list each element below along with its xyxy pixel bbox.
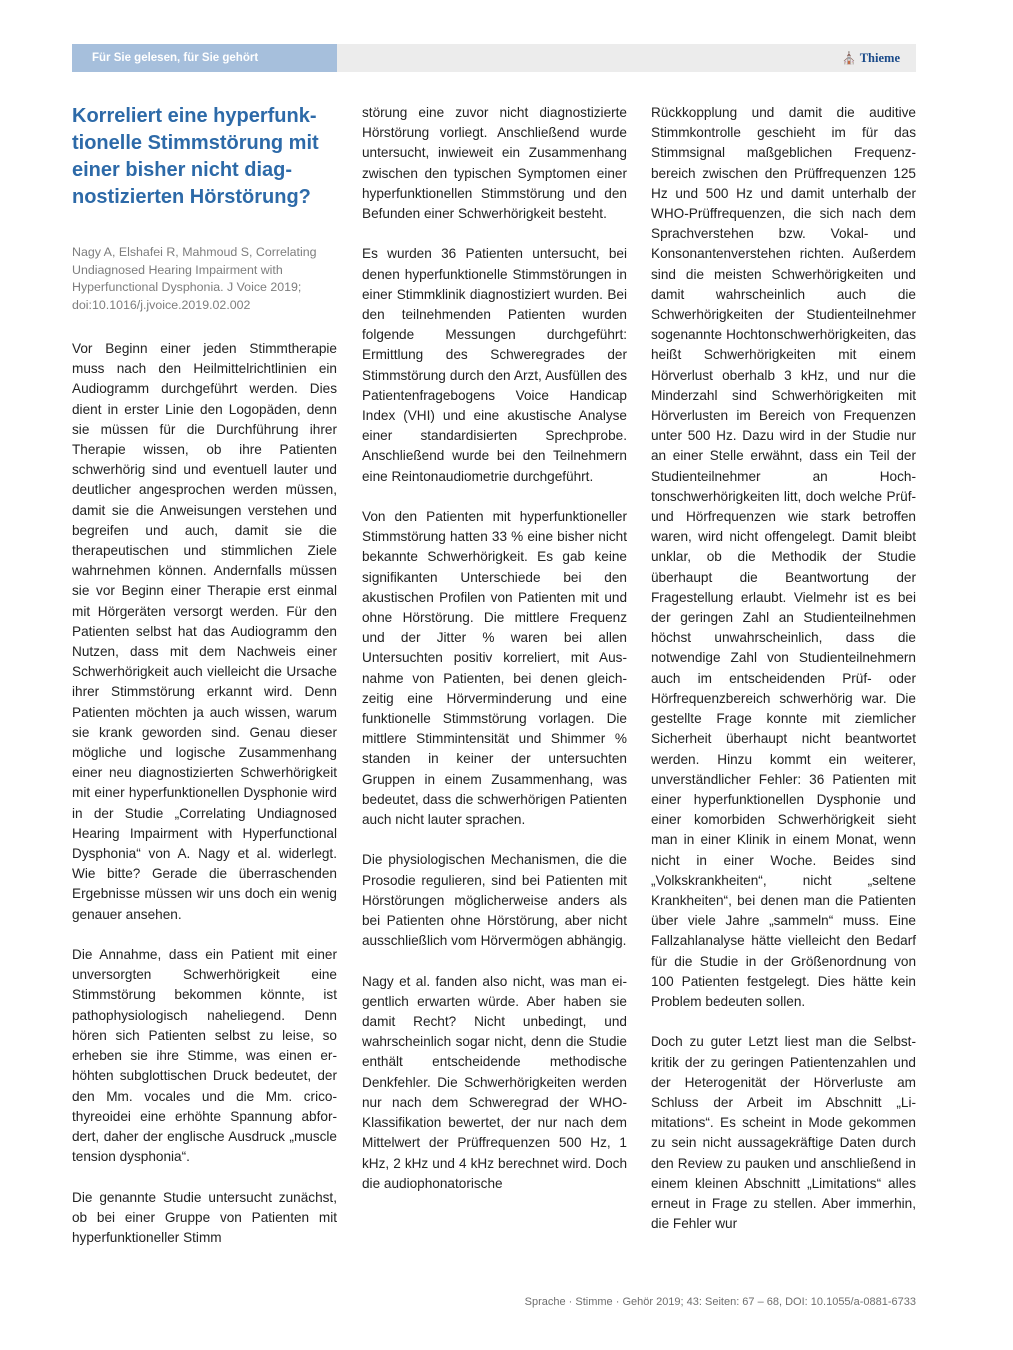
article-title: Korreliert eine hyperfunktionelle Stimmstörung mit einer bisher nicht diagnostizierten Hörstörung? <box>72 105 319 208</box>
citation: Nagy A, Elshafei R, Mahmoud S, Correlating Undiagnosed Hearing Impairment with Hyperfunctional Dysphonia. J Voice 2019; doi:10.1016/j.jvoice.2019.02.002 <box>72 245 317 312</box>
paragraph: Rückkopplung und damit die auditive Stimmkontrolle geschieht im für das Stimmsignal maßgeblichen Frequenzbereich zwischen den Prüffrequenzen 125 Hz und 500 Hz und damit unterhalb der WHO-Prüffrequenzen, die sich nach dem Sprachverstehen bzw. Vokal- und Konsonantenverstehen richten. Außerdem sind die meisten Schwerhörigkeiten und damit wahrscheinlich auch die Schwerhörigkeiten der Studienteilnehmer sogenannte Hochtonschwerhörigkeiten, das heißt Schwerhörigkeiten mit einem Hörverlust oberhalb 3 kHz, und nur die Minderzahl sind Schwerhörigkeiten mit Hörverlusten im Bereich von Frequenzen unter 500 Hz. Dazu wird in der Studie nur an einer Stelle erwähnt, dass ein Teil der Studienteilnehmer an Hochtonschwerhörigkeiten litt, doch welche Prüf- und Hörfrequenzen wie stark betroffen waren, wird nicht offengelegt. Damit bleibt unklar, ob die Methodik der Studie überhaupt die Beantwortung der Fragestellung erlaubt. Vielmehr ist es bei der geringen Zahl an Studienteilnehmen höchst unwahrscheinlich, dass die notwendige Zahl von Studienteilnehmern auch im entscheidenden Prüf- oder Hörfrequenzbereich schwerhörig war. Die gestellte Frage konnte mit ziemlicher Sicherheit überhaupt nicht beantwortet werden. Hinzu kommt ein weiterer, unverständlicher Fehler: 36 Patienten mit einer hyperfunktionellen Dysphonie und einer komorbiden Schwerhörigkeit sieht man in einer Klinik in einem Monat, wenn nicht in einer Woche. Beides sind „Volkskrankheiten“, nicht „seltene Krankheiten“, bei denen man die Patienten über viele Jahre „sammeln“ muss. Eine Fallzahlanalyse hätte vielleicht den Bedarf für die Studie in der Größenordnung von 100 Patienten festgelegt. Dies hätte kein Problem bedeuten sollen. <box>651 105 916 1009</box>
paragraph: Es wurden 36 Patienten untersucht, bei denen hyperfunktionelle Stimmstörungen in einer Stimmklinik diagnostiziert wurden. Bei den teilnehmenden Patienten wurden folgende Messungen durchgeführt: Ermittlung des Schweregrades der Stimmstörung durch den Arzt, Ausfüllen des Patientenfragebogens Voice Handicap Index (VHI) und eine akustische Analyse einer standardisierten Sprechprobe. Anschließend wurde bei den Teilnehmern eine Reintonaudiometrie durchgeführt. <box>362 246 627 484</box>
paragraph: Die physiologischen Mechanismen, die die Prosodie regulieren, sind bei Patienten mit Hörstörungen möglicherweise anders als bei Patienten ohne Hörstörung, aber nicht ausschließlich vom Hörvermögen abhängig. <box>362 852 627 949</box>
column-3 <box>651 103 916 1255</box>
paragraph: Die Annahme, dass ein Patient mit einer unversorgten Schwerhörigkeit eine Stimmstörung bekommen könnte, ist pathophysiologisch naheliegend. Denn hören sich Patienten selbst zu leise, so erheben sie ihre Stimme, was einen erhöhten subglottischen Druck bedeutet, der den Mm. vocales und die Mm. cricothyreoidei eine erhöhte Spannung abfordert, daher der englische Ausdruck „muscle tension dysphonia“. <box>72 947 337 1165</box>
paragraph: Doch zu guter Letzt liest man die Selbstkritik der zu geringen Patientenzahlen und der Heterogenität der Hörverluste am Schluss der Arbeit im Abschnitt „Limitations“. Es scheint in Mode gekommen zu sein nicht aussagekräftige Daten durch den Review zu pauken und anschließend in einem kleinen Abschnitt „Limitations“ alles erneut in Frage zu stellen. Aber immerhin, die Fehler wur <box>651 1034 916 1232</box>
footer-citation: Sprache · Stimme · Gehör 2019; 43: Seiten: 67 – 68, DOI: 10.1055/a-0881-6733 <box>524 1296 916 1308</box>
header-bar <box>72 44 916 72</box>
paragraph: Die genannte Studie untersucht zunächst, ob bei einer Gruppe von Patienten mit hyperfunktioneller Stimm <box>72 1189 337 1245</box>
thieme-logo <box>842 44 900 72</box>
section-label: Für Sie gelesen, für Sie gehört <box>72 44 337 72</box>
thieme-shield-icon: ⛪ <box>841 51 857 65</box>
paragraph: Nagy et al. fanden also nicht, was man eigentlich erwarten würde. Aber haben sie damit Recht? Nicht unbedingt, und wahrscheinlich sogar nicht, denn die Studie enthält entscheidende methodische Denkfehler. Die Schwerhörigkeiten werden nur nach dem Schweregrad der WHO-Klassifikation bewertet, der nur nach dem Mittelwert der Prüffrequenzen 500 Hz, 1 kHz, 2 kHz und 4 kHz berechnet wird. Doch die audiophonatorische <box>362 973 627 1191</box>
column-2 <box>362 103 627 1214</box>
paragraph: Von den Patienten mit hyperfunktioneller Stimmstörung hatten 33 % eine bisher nicht bekannte Schwerhörigkeit. Es gab keine signifikanten Unterschiede bei den akustischen Profilen von Patienten mit und ohne Hörstörung. Die mittlere Frequenz und der Jitter % waren bei allen Untersuchten positiv korreliert, mit Ausnahme von Patienten, bei denen gleichzeitig eine Hörverminderung und eine funktionelle Stimmstörung vorlagen. Die mittlere Stimmintensität und Shimmer % standen in keiner der untersuchten Gruppen in einem Zusammenhang, was bedeutet, dass die schwerhörigen Patienten auch nicht lauter sprachen. <box>362 509 627 828</box>
paragraph: Vor Beginn einer jeden Stimmtherapie muss nach den Heilmittelrichtlinien ein Audiogramm durchgeführt werden. Dies dient in erster Linie den Logopäden, denn sie müssen für die Durchführung ihrer Therapie wissen, ob ihre Patienten schwerhörig sind und eventuell lauter und deutlicher angesprochen werden müssen, damit sie die Anweisungen verstehen und begreifen und auch, damit sie die therapeutischen und stimmlichen Ziele wahrnehmen können. Andernfalls müssen sie vor Beginn einer Therapie erst einmal mit Hörgeräten versorgt werden. Für den Patienten selbst hat das Audiogramm den Nutzen, dass mit dem Nachweis einer Schwerhörigkeit auch vielleicht die Ursache ihrer Stimmstörung erkannt wird. Denn Patienten möchten ja auch wissen, warum sie krank geworden sind. Genau dieser mögliche und logische Zusammenhang einer neu diagnostizierten Schwerhörigkeit mit einer hyperfunktionellen Dysphonie wird in der Studie „Correlating Undiagnosed Hearing Impairment with Hyperfunctional Dysphonia“ von A. Nagy et al. widerlegt. Wie bitte? Gerade die überraschenden Ergebnisse müssen wir uns doch ein wenig genauer ansehen. <box>72 341 337 922</box>
logo-text: Thieme <box>859 51 900 65</box>
column-1 <box>72 103 337 1268</box>
paragraph: störung eine zuvor nicht diagnostizierte Hörstörung vorliegt. Anschließend wurde untersucht, inwieweit ein Zusammenhang zwischen den typischen Symptomen einer hyperfunktionellen Stimmstörung und den Befunden einer Schwerhörigkeit besteht. <box>362 105 627 222</box>
